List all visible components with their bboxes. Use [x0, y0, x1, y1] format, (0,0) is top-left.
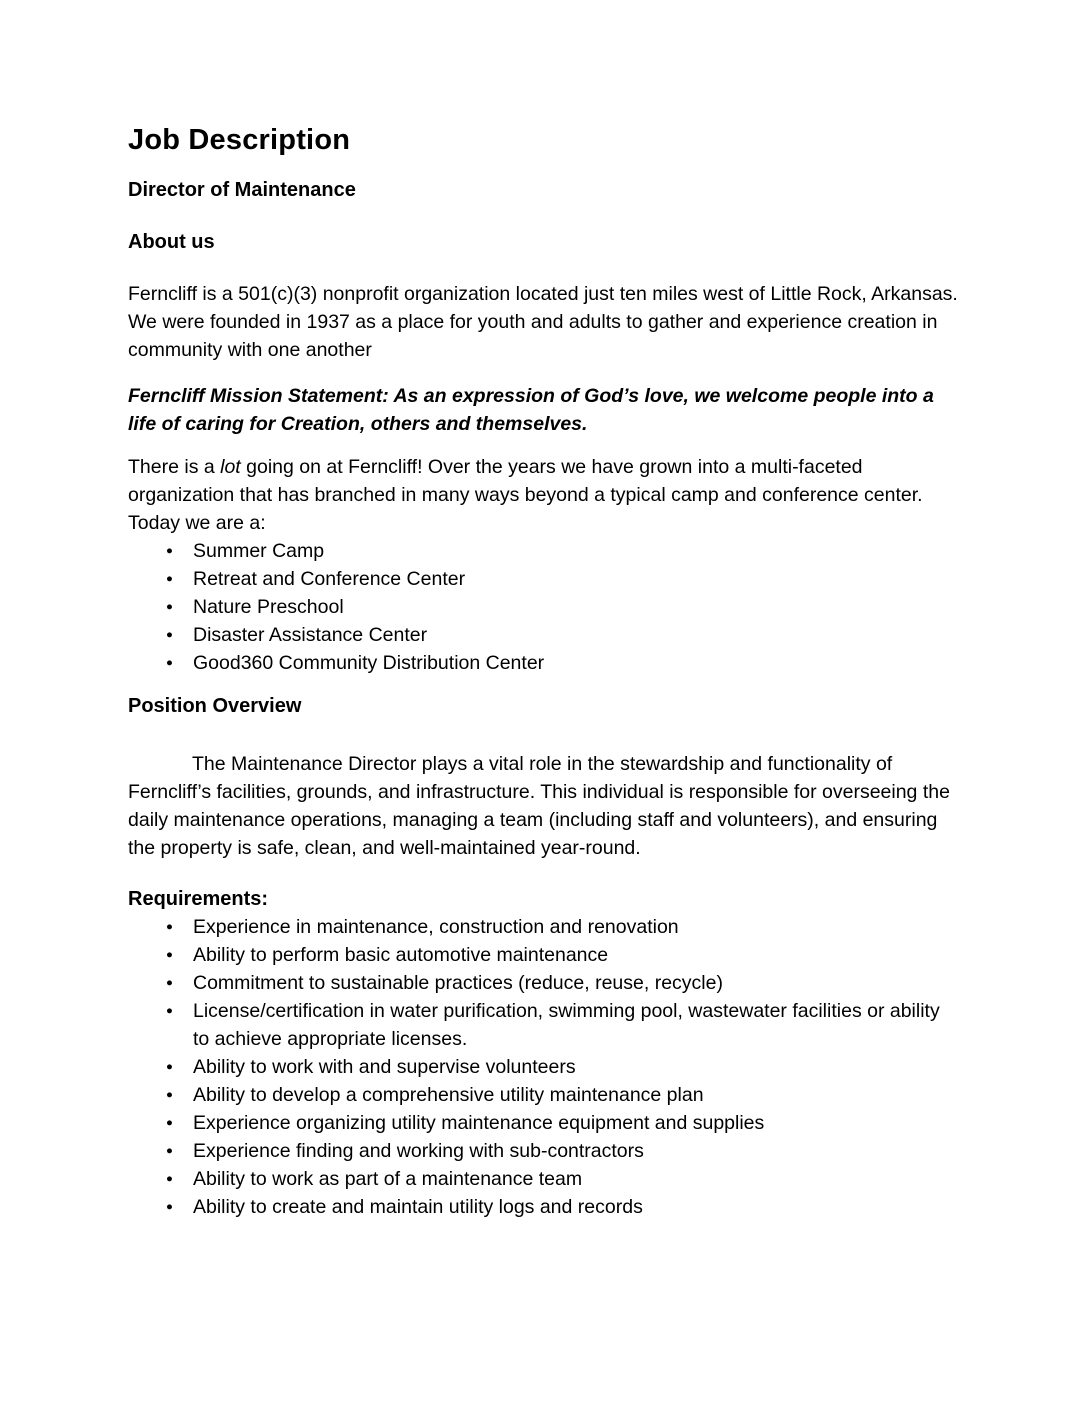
list-item: ● Ability to work with and supervise volunteers [128, 1053, 960, 1081]
growth-paragraph-pre: There is a [128, 456, 221, 478]
position-overview-heading: Position Overview [128, 695, 302, 717]
list-item: ● Nature Preschool [128, 593, 960, 621]
document-content [128, 120, 960, 1221]
list-item: ● License/certification in water purification, swimming pool, wastewater facilities or ability to achieve appropriate licenses. [128, 997, 960, 1053]
list-item: ● Experience organizing utility maintenance equipment and supplies [128, 1109, 960, 1137]
position-overview-paragraph: The Maintenance Director plays a vital role in the stewardship and functionality of Ferncliff’s facilities, grounds, and infrastructure. This individual is responsible for overseeing the daily maintenance operations, managing a team (including staff and volunteers), and ensuring the property is safe, clean, and well-maintained year-round. [128, 753, 950, 859]
list-item: ● Commitment to sustainable practices (reduce, reuse, recycle) [128, 969, 960, 997]
growth-paragraph-post: going on at Ferncliff! Over the years we have grown into a multi-faceted organization that has branched in many ways beyond a typical camp and conference center. Today we are a: [128, 456, 923, 534]
list-item: ● Ability to create and maintain utility logs and records [128, 1193, 960, 1221]
about-intro-paragraph: Ferncliff is a 501(c)(3) nonprofit organization located just ten miles west of Little Rock, Arkansas. We were founded in 1937 as a place for youth and adults to gather and experience creation in community with one another [128, 283, 958, 361]
list-item: ● Ability to work as part of a maintenance team [128, 1165, 960, 1193]
programs-list [128, 537, 960, 677]
list-item: ● Ability to perform basic automotive maintenance [128, 941, 960, 969]
list-item: ● Retreat and Conference Center [128, 565, 960, 593]
about-us-heading: About us [128, 231, 215, 253]
list-item: ● Experience finding and working with sub-contractors [128, 1137, 960, 1165]
requirements-heading: Requirements: [128, 888, 269, 910]
document-title: Job Description [128, 124, 351, 156]
requirements-list [128, 913, 960, 1221]
growth-paragraph-italic-word: lot [220, 456, 241, 478]
job-title-subheading: Director of Maintenance [128, 179, 356, 201]
growth-paragraph [128, 453, 960, 537]
list-item: ● Experience in maintenance, construction and renovation [128, 913, 960, 941]
list-item: ● Good360 Community Distribution Center [128, 649, 960, 677]
list-item: ● Disaster Assistance Center [128, 621, 960, 649]
mission-statement-paragraph: Ferncliff Mission Statement: As an expression of God’s love, we welcome people into a life of caring for Creation, others and themselves. [128, 385, 934, 435]
list-item: ● Ability to develop a comprehensive utility maintenance plan [128, 1081, 960, 1109]
list-item: ● Summer Camp [128, 537, 960, 565]
